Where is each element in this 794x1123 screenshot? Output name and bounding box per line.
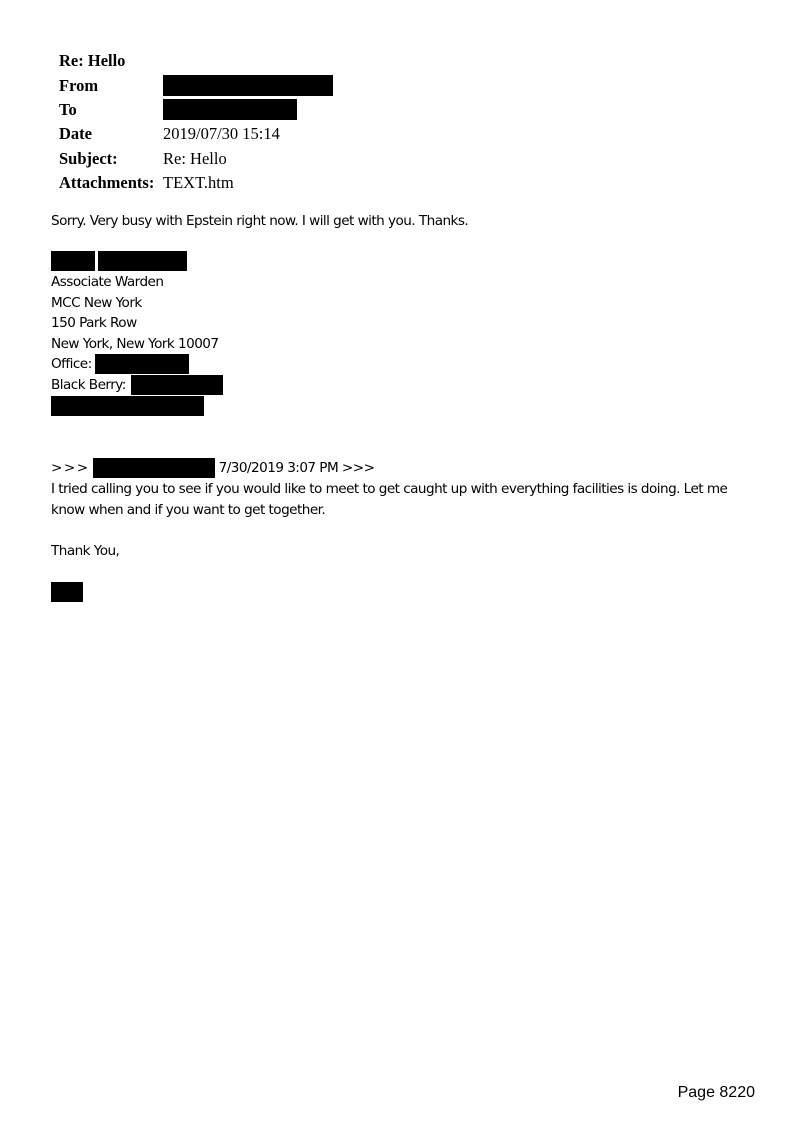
to-label: To: [59, 99, 77, 119]
office-phone-redaction: [95, 354, 189, 374]
quoted-message: I tried calling you to see if you would like to meet to get caught up with everything facilities is doing. Let me know when and if you want to get together.: [51, 481, 728, 518]
signature-title: Associate Warden: [51, 274, 164, 290]
signature-org: MCC New York: [51, 295, 142, 311]
subject-value: Re: Hello: [163, 148, 227, 168]
from-redaction: [163, 75, 333, 96]
signature-email-redaction-row: [51, 396, 204, 417]
signature-address-line2: New York, New York 10007: [51, 336, 219, 352]
date-row: [59, 122, 333, 146]
header-title-row: [59, 49, 333, 73]
signature-address-line1: 150 Park Row: [51, 315, 137, 331]
page-number: Page 8220: [677, 1084, 755, 1101]
signature-blackberry-row: [51, 375, 223, 396]
email-header: [59, 49, 333, 195]
blackberry-phone-redaction: [131, 375, 223, 395]
attachments-row: [59, 171, 333, 195]
office-label: Office:: [51, 356, 92, 372]
signature-first-name-redaction: [51, 251, 95, 271]
subject-label: Subject:: [59, 148, 118, 168]
email-title: Re: Hello: [59, 51, 126, 71]
attachments-label: Attachments:: [59, 173, 155, 193]
date-value: 2019/07/30 15:14: [163, 124, 280, 144]
signature-name-redaction: [51, 251, 187, 272]
reply-message: Sorry. Very busy with Epstein right now. I will get with you. Thanks.: [51, 213, 469, 229]
date-label: Date: [59, 124, 92, 144]
quoted-header: [51, 458, 374, 479]
quoted-timestamp: 7/30/2019 3:07 PM >>>: [218, 460, 375, 476]
signature-office-row: [51, 354, 189, 375]
signature-last-name-redaction: [98, 251, 187, 271]
quoted-signature-redaction-row: [51, 582, 83, 603]
quoted-signature-redaction: [51, 582, 83, 602]
blackberry-label: Black Berry:: [51, 377, 126, 393]
from-label: From: [59, 75, 99, 95]
to-redaction: [163, 99, 297, 120]
quoted-closing: Thank You,: [51, 543, 120, 559]
quoted-sender-redaction: [93, 458, 215, 478]
signature-email-redaction: [51, 396, 204, 416]
subject-row: [59, 147, 333, 171]
quoted-prefix: >>>: [51, 460, 90, 476]
to-row: [59, 98, 333, 122]
attachments-value: TEXT.htm: [163, 173, 234, 193]
from-row: [59, 73, 333, 97]
